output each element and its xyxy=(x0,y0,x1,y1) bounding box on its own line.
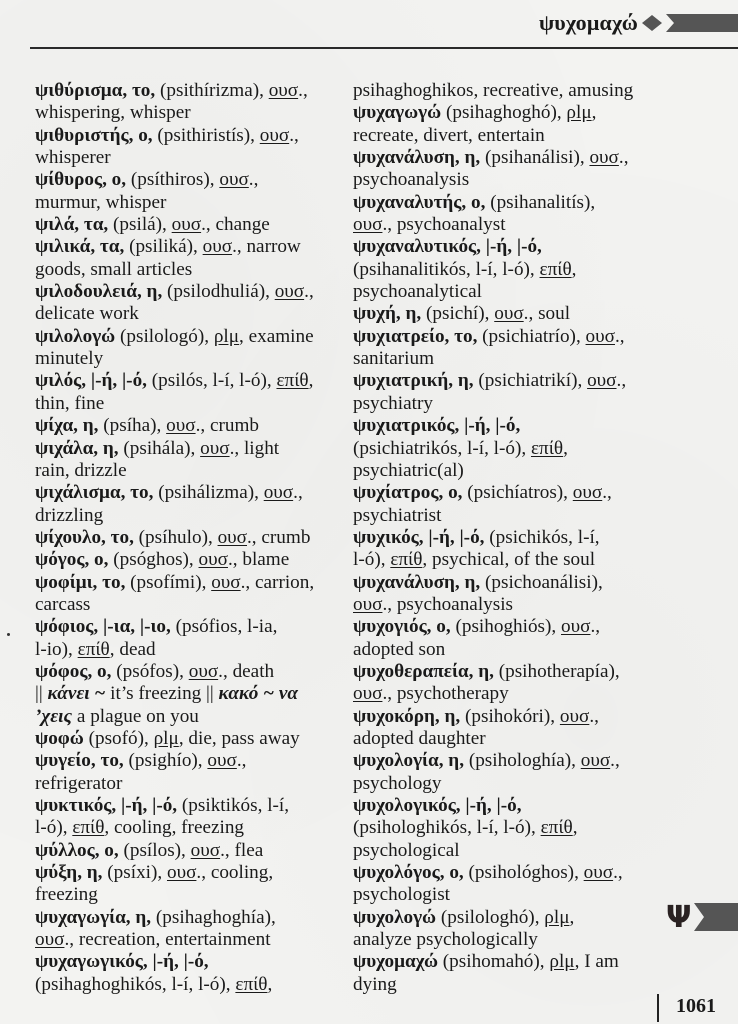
entry-text: ., xyxy=(236,750,247,772)
entry-line xyxy=(353,415,653,437)
entry-line xyxy=(35,884,345,906)
grammar-abbrev: επίθ xyxy=(276,370,309,392)
entry-text: sanitarium xyxy=(353,348,434,370)
entry-text: (psithiristís), xyxy=(152,124,260,146)
entry-line xyxy=(353,80,653,102)
entry-line xyxy=(353,862,653,884)
entry-text: adopted daughter xyxy=(353,727,486,749)
entry-text: (psílos), xyxy=(118,839,191,861)
entry-line xyxy=(35,438,345,460)
entry-line xyxy=(35,303,345,325)
left-column xyxy=(35,80,345,996)
grammar-abbrev: ουσ xyxy=(353,683,383,705)
grammar-abbrev: ρlμ xyxy=(544,906,570,928)
entry-text: (psichí), xyxy=(421,303,495,325)
headword: ψυχή, η, xyxy=(353,303,422,325)
entry-line xyxy=(35,639,345,661)
header-rule xyxy=(30,47,738,49)
headword: ’χεις xyxy=(35,705,73,727)
entry-line xyxy=(353,348,653,370)
entry-line xyxy=(353,683,653,705)
headword: ψυχιατρείο, το, xyxy=(353,325,478,347)
entry-text: , xyxy=(571,258,577,280)
entry-text: (psihológhos), xyxy=(463,862,584,884)
entry-text: ., carrion, xyxy=(240,571,315,593)
entry-text: ., crumb xyxy=(247,526,311,548)
grammar-abbrev: ουσ xyxy=(274,281,305,303)
entry-line xyxy=(35,482,345,504)
entry-line xyxy=(353,370,653,392)
entry-text: (psithírizma), xyxy=(155,80,269,101)
entry-text: ., blame xyxy=(227,549,290,571)
header-arrow-tab-icon xyxy=(642,14,738,32)
grammar-abbrev: επίθ xyxy=(390,549,423,571)
entry-text: goods, small articles xyxy=(35,258,193,280)
entry-text: (psíhulo), xyxy=(133,526,218,548)
headword: ψυχολογία, η, xyxy=(353,750,465,772)
grammar-abbrev: ρlμ xyxy=(153,727,179,749)
entry-line xyxy=(353,527,653,549)
headword: ψυχολογικός, |-ή, |-ό, xyxy=(353,795,522,816)
entry-text: (psihologhikós, l-í, l-ó), xyxy=(353,817,541,839)
entry-text: , cooling, freezing xyxy=(104,817,245,839)
grammar-abbrev: ουσ xyxy=(217,526,247,548)
entry-line xyxy=(35,169,345,191)
entry-text: (psihologhía), xyxy=(464,750,581,772)
grammar-abbrev: ουσ xyxy=(166,862,197,884)
entry-text: delicate work xyxy=(35,303,139,325)
entry-text: it’s freezing || xyxy=(105,683,219,705)
headword: ψιλικά, τα, xyxy=(35,236,125,258)
entry-text: (psighío), xyxy=(123,750,208,772)
entry-text: (psihanalitís), xyxy=(485,191,596,213)
entry-text: (psichiatrikós, l-í, l-ó), xyxy=(353,437,531,459)
entry-text: l-ó), xyxy=(353,549,391,571)
entry-line xyxy=(353,147,653,169)
headword: ψυχοκόρη, η, xyxy=(353,705,461,727)
entry-text: psychoanalysis xyxy=(353,169,470,191)
entry-line xyxy=(35,795,345,817)
entry-text: psychological xyxy=(353,839,460,861)
entry-text: ., flea xyxy=(220,839,264,861)
entry-text: , psychical, of the soul xyxy=(422,549,596,571)
running-head: ψυχομαχώ xyxy=(538,10,638,35)
entry-text: (psihálizma), xyxy=(153,482,264,504)
entry-line xyxy=(35,661,345,683)
entry-line xyxy=(35,415,345,437)
entry-text: (psihomahó), xyxy=(438,951,550,973)
entry-text: (psihála), xyxy=(118,437,201,459)
entry-text: (psichikós, l-í, xyxy=(484,526,600,548)
grammar-abbrev: ουσ xyxy=(211,571,241,593)
entry-line xyxy=(35,974,345,996)
entry-text: psychologist xyxy=(353,884,451,906)
entry-text: (psihokóri), xyxy=(460,705,560,727)
headword: ψυγείο, το, xyxy=(35,750,124,772)
grammar-abbrev: ουσ xyxy=(587,370,617,392)
entry-line xyxy=(353,214,653,236)
grammar-abbrev: ουσ xyxy=(35,929,65,951)
grammar-abbrev: επίθ xyxy=(235,973,268,995)
grammar-abbrev: ουσ xyxy=(268,80,299,101)
entry-text: adopted son xyxy=(353,638,446,660)
entry-text: ., cooling, xyxy=(196,862,274,884)
entry-line xyxy=(35,505,345,527)
entry-text: ., xyxy=(613,862,623,884)
grammar-abbrev: επίθ xyxy=(539,258,572,280)
entry-line xyxy=(35,572,345,594)
entry-text: ., xyxy=(616,370,627,392)
entry-line xyxy=(353,236,653,258)
entry-line xyxy=(353,728,653,750)
entry-text: (psilós, l-í, l-ó), xyxy=(146,370,277,392)
entry-text: psychiatry xyxy=(353,392,433,414)
grammar-abbrev: ουσ xyxy=(188,660,219,682)
grammar-abbrev: ρlμ xyxy=(566,102,592,124)
entry-line xyxy=(353,438,653,460)
entry-line xyxy=(353,482,653,504)
headword: ψιθύρισμα, το, xyxy=(35,80,156,101)
headword: ψίχουλο, το, xyxy=(35,526,134,548)
page-header xyxy=(30,0,738,52)
grammar-abbrev: ουσ xyxy=(166,415,196,437)
entry-line xyxy=(353,884,653,906)
headword: ψυχαναλυτικός, |-ή, |-ό, xyxy=(353,236,542,258)
page-number: 1061 xyxy=(676,995,716,1017)
grammar-abbrev: επίθ xyxy=(540,817,573,839)
entry-line xyxy=(353,460,653,482)
headword: ψυχιατρική, η, xyxy=(353,370,474,392)
entry-text: (psihanalitikós, l-í, l-ó), xyxy=(353,258,540,280)
entry-line xyxy=(35,840,345,862)
entry-line xyxy=(35,102,345,124)
entry-text: (psilologó), xyxy=(115,325,214,347)
entry-text: (psihotherapía), xyxy=(493,660,620,682)
entry-line xyxy=(353,706,653,728)
entry-text: (psichíatros), xyxy=(462,482,573,504)
grammar-abbrev: ουσ xyxy=(353,214,383,236)
entry-text: (psihoghiós), xyxy=(450,616,561,638)
entry-line xyxy=(35,147,345,169)
entry-line xyxy=(353,303,653,325)
margin-mark xyxy=(7,633,10,636)
entry-line xyxy=(353,393,653,415)
entry-text: ., light xyxy=(229,437,280,459)
entry-text: ., narrow xyxy=(232,236,301,258)
headword: κακό ~ να xyxy=(218,683,299,705)
grammar-abbrev: ουσ xyxy=(353,593,383,615)
entry-text: (psichiatrikí), xyxy=(473,370,588,392)
entry-text: ., xyxy=(293,482,303,504)
headword: ψοφίμι, το, xyxy=(35,571,126,593)
entry-text: ., xyxy=(614,325,625,347)
entry-line xyxy=(35,370,345,392)
entry-line xyxy=(35,192,345,214)
entry-text: (psichiatrío), xyxy=(477,325,586,347)
headword: ψόγος, ο, xyxy=(35,549,109,571)
entry-line xyxy=(353,102,653,124)
entry-text: ., xyxy=(590,616,601,638)
entry-line xyxy=(353,661,653,683)
entry-text: , xyxy=(308,370,314,392)
grammar-abbrev: ουσ xyxy=(200,437,230,459)
headword: ψύλλος, ο, xyxy=(35,839,119,861)
entry-line xyxy=(35,750,345,772)
entry-line xyxy=(353,616,653,638)
right-column xyxy=(353,80,653,996)
entry-text: (psofími), xyxy=(125,571,212,593)
headword: ψόφος, ο, xyxy=(35,660,112,682)
headword: ψυχίατρος, ο, xyxy=(353,482,463,504)
entry-line xyxy=(353,281,653,303)
entry-text: (psichoanálisi), xyxy=(480,571,603,593)
entry-line xyxy=(35,281,345,303)
grammar-abbrev: ρlμ xyxy=(549,951,575,973)
grammar-abbrev: ουσ xyxy=(494,303,524,325)
entry-text: (psihaghoghó), xyxy=(441,102,567,124)
entry-text: l-io), xyxy=(35,638,78,660)
entry-text: ., xyxy=(589,705,599,727)
entry-text: , xyxy=(267,973,273,995)
entry-text: ., recreation, entertainment xyxy=(64,929,271,951)
entry-line xyxy=(35,594,345,616)
entry-text: ., xyxy=(289,124,299,146)
grammar-abbrev: ουσ xyxy=(259,124,290,146)
headword: ψυχογιός, ο, xyxy=(353,616,451,638)
entry-text: freezing xyxy=(35,884,98,906)
grammar-abbrev: ουσ xyxy=(580,750,611,772)
grammar-abbrev: ουσ xyxy=(263,482,294,504)
entry-text: ., xyxy=(304,281,314,303)
entry-text: , examine xyxy=(239,325,314,347)
entry-text: minutely xyxy=(35,348,104,370)
grammar-abbrev: επίθ xyxy=(530,437,564,459)
headword: ψοφώ xyxy=(35,727,84,749)
entry-line xyxy=(35,951,345,973)
entry-text: ., xyxy=(618,147,629,169)
entry-text: (psíxi), xyxy=(102,862,167,884)
headword: ψυχαγωγία, η, xyxy=(35,906,152,928)
entry-line xyxy=(353,594,653,616)
entry-line xyxy=(353,750,653,772)
entry-text: analyze psychologically xyxy=(353,929,538,951)
thumb-index-letter: Ψ xyxy=(666,900,692,935)
headword: ψυχοθεραπεία, η, xyxy=(353,660,494,682)
entry-text: (psíha), xyxy=(98,415,167,437)
entry-line xyxy=(35,236,345,258)
entry-line xyxy=(35,616,345,638)
entry-text: ., death xyxy=(218,660,275,682)
entry-text: , xyxy=(591,102,597,124)
entry-text: dying xyxy=(353,973,397,995)
headword: ψυκτικός, |-ή, |-ό, xyxy=(35,795,178,816)
entry-line xyxy=(35,259,345,281)
entry-line xyxy=(35,862,345,884)
grammar-abbrev: ουσ xyxy=(585,325,615,347)
entry-line xyxy=(35,214,345,236)
grammar-abbrev: επίθ xyxy=(77,638,110,660)
headword: ψίθυρος, ο, xyxy=(35,169,127,191)
entry-line xyxy=(353,817,653,839)
entry-line xyxy=(353,169,653,191)
grammar-abbrev: ουσ xyxy=(219,169,249,191)
headword: ψυχικός, |-ή, |-ό, xyxy=(353,526,485,548)
headword: ψυχομαχώ xyxy=(353,951,438,973)
entry-text: thin, fine xyxy=(35,392,105,414)
entry-text: drizzling xyxy=(35,504,104,526)
entry-line xyxy=(35,527,345,549)
entry-line xyxy=(353,572,653,594)
entry-text: murmur, whisper xyxy=(35,191,167,213)
entry-line xyxy=(35,817,345,839)
entry-text: ., soul xyxy=(523,303,571,325)
entry-text: ., psychoanalysis xyxy=(382,593,514,615)
entry-text: (psíthiros), xyxy=(126,169,220,191)
entry-line xyxy=(353,773,653,795)
grammar-abbrev: ουσ xyxy=(583,862,614,884)
entry-text: (psófios, l-ia, xyxy=(170,616,278,638)
entry-line xyxy=(353,907,653,929)
entry-text: (psihanálisi), xyxy=(480,147,590,169)
entry-text: carcass xyxy=(35,593,91,615)
headword: ψιλά, τα, xyxy=(35,214,109,236)
entry-line xyxy=(353,326,653,348)
entry-text: ., psychotherapy xyxy=(382,683,509,705)
entry-text: (psófos), xyxy=(111,660,189,682)
entry-line xyxy=(353,125,653,147)
grammar-abbrev: ουσ xyxy=(559,705,590,727)
grammar-abbrev: ρlμ xyxy=(213,325,240,347)
entry-text: (psihaghoghikós, l-í, l-ó), xyxy=(35,973,236,995)
headword: κάνει ~ xyxy=(47,683,106,705)
entry-text: ., xyxy=(610,750,620,772)
headword: ψιχάλισμα, το, xyxy=(35,482,154,504)
headword: ψυχολογώ xyxy=(353,906,437,928)
headword: ψιχάλα, η, xyxy=(35,437,119,459)
entry-text: (psofó), xyxy=(83,727,154,749)
entry-line xyxy=(353,505,653,527)
grammar-abbrev: επίθ xyxy=(72,817,105,839)
entry-text: ., xyxy=(298,80,308,101)
entry-line xyxy=(35,907,345,929)
entry-text: (psilá), xyxy=(108,214,172,236)
entry-text: ., psychoanalyst xyxy=(382,214,506,236)
headword: ψυχανάλυση, η, xyxy=(353,147,481,169)
entry-line xyxy=(353,951,653,973)
entry-text: whisperer xyxy=(35,147,111,169)
entry-line xyxy=(353,192,653,214)
entry-line xyxy=(35,348,345,370)
entry-text: , dead xyxy=(109,638,156,660)
headword: ψυχαναλυτής, ο, xyxy=(353,191,486,213)
entry-line xyxy=(35,393,345,415)
entry-line xyxy=(35,929,345,951)
headword: ψυχιατρικός, |-ή, |-ό, xyxy=(353,415,521,437)
grammar-abbrev: ουσ xyxy=(561,616,591,638)
entry-text: psychoanalytical xyxy=(353,281,482,303)
entry-line xyxy=(35,683,345,705)
headword: ψιλολογώ xyxy=(35,325,116,347)
entry-text: , xyxy=(572,817,578,839)
grammar-abbrev: ουσ xyxy=(171,214,202,236)
entry-text: rain, drizzle xyxy=(35,459,127,481)
entry-line xyxy=(35,80,345,102)
entry-text: , xyxy=(569,906,575,928)
headword: ψυχανάλυση, η, xyxy=(353,571,481,593)
entry-text: psihaghoghikos, recreative, amusing xyxy=(353,80,634,101)
entry-line xyxy=(353,974,653,996)
entry-text: ., crumb xyxy=(195,415,259,437)
entry-text: (psiliká), xyxy=(124,236,203,258)
entry-text: , xyxy=(563,437,568,459)
entry-line xyxy=(35,728,345,750)
grammar-abbrev: ουσ xyxy=(202,236,233,258)
headword: ψιλός, |-ή, |-ό, xyxy=(35,370,147,392)
entry-text: psychology xyxy=(353,772,442,794)
headword: ψυχαγωγώ xyxy=(353,102,442,124)
grammar-abbrev: ουσ xyxy=(190,839,221,861)
headword: ψιλοδουλειά, η, xyxy=(35,281,163,303)
entry-line xyxy=(35,773,345,795)
entry-text: recreate, divert, entertain xyxy=(353,124,545,146)
entry-line xyxy=(353,795,653,817)
entry-text: ., xyxy=(248,169,259,191)
entry-line xyxy=(35,326,345,348)
entry-line xyxy=(353,259,653,281)
headword: ψίχα, η, xyxy=(35,415,99,437)
headword: ψιθυριστής, ο, xyxy=(35,124,153,146)
grammar-abbrev: ουσ xyxy=(589,147,619,169)
entry-text: (psilodhuliá), xyxy=(162,281,275,303)
grammar-abbrev: ουσ xyxy=(207,750,237,772)
grammar-abbrev: ουσ xyxy=(198,549,228,571)
entry-text: a plague on you xyxy=(72,705,199,727)
headword: ψόφιος, |-ια, |-ιο, xyxy=(35,616,171,638)
entry-line xyxy=(353,639,653,661)
entry-text: ., xyxy=(602,482,612,504)
entry-line xyxy=(353,840,653,862)
entry-text: ., change xyxy=(201,214,270,236)
entry-line xyxy=(35,549,345,571)
entry-line xyxy=(353,929,653,951)
grammar-abbrev: ουσ xyxy=(572,482,603,504)
entry-text: psychiatrist xyxy=(353,504,442,526)
entry-text: whispering, whisper xyxy=(35,102,191,124)
entry-text: psychiatric(al) xyxy=(353,459,464,481)
entry-text: || xyxy=(35,683,48,705)
entry-text: , die, pass away xyxy=(178,727,300,749)
entry-line xyxy=(35,706,345,728)
entry-text: (psilologhó), xyxy=(436,906,545,928)
entry-line xyxy=(353,549,653,571)
headword: ψύξη, η, xyxy=(35,862,103,884)
entry-text: (psiktikós, l-í, xyxy=(177,795,290,816)
entry-text: refrigerator xyxy=(35,772,123,794)
entry-text: (psihaghoghía), xyxy=(151,906,276,928)
entry-line xyxy=(35,460,345,482)
entry-text: (psóghos), xyxy=(108,549,199,571)
entry-text: , I am xyxy=(574,951,619,973)
entry-text: l-ó), xyxy=(35,817,73,839)
folio-rule xyxy=(657,994,659,1022)
headword: ψυχαγωγικός, |-ή, |-ό, xyxy=(35,951,209,973)
headword: ψυχολόγος, ο, xyxy=(353,862,464,884)
entry-line xyxy=(35,125,345,147)
